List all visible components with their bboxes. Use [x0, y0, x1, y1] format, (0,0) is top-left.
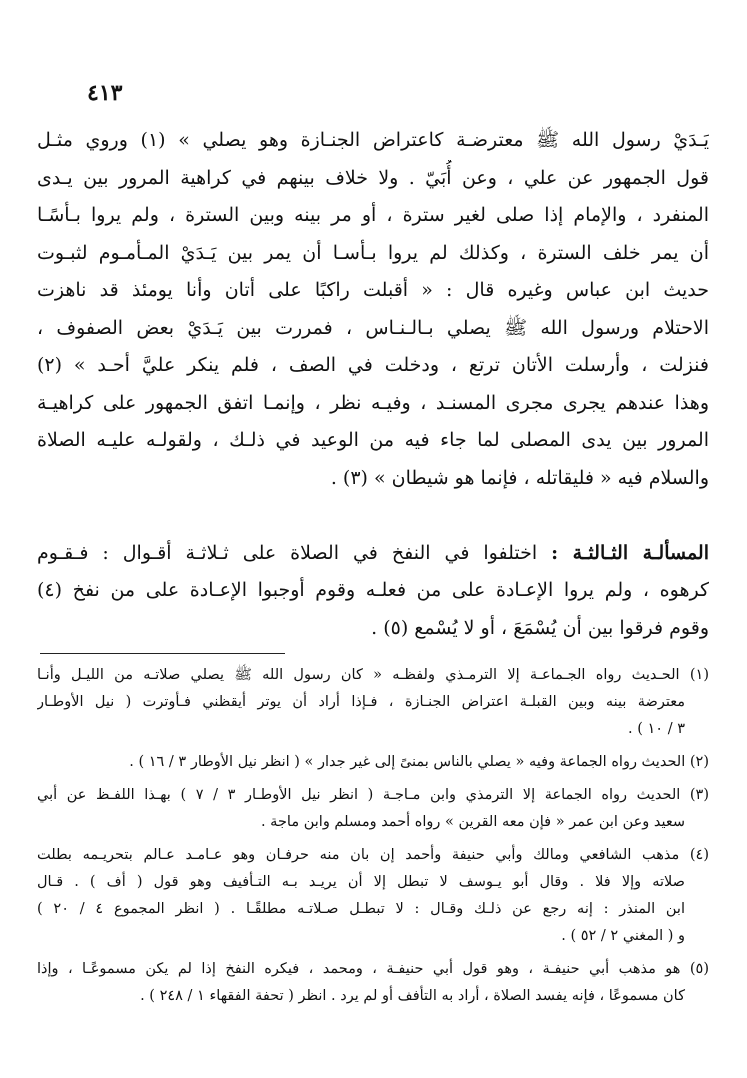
- main-text-line: يَـدَيْ رسول الله ﷺ معترضـة كاعتراض الجنـازة وهو يصلي » (١) وروي مثـل: [37, 129, 709, 151]
- main-text-block: [37, 122, 709, 647]
- main-text-line: فنزلت ، وأرسلت الأتان ترتع ، ودخلت في الصف ، فلم ينكر عليَّ أحـد » (٢): [37, 354, 709, 376]
- section-heading-rest: اختلفوا في النفخ في الصلاة على ثـلاثـة أقـوال : فـقـوم: [37, 541, 552, 564]
- main-text-line: الاحتلام ورسول الله ﷺ يصلي بـالـنـاس ، فمررت بين يَـدَيْ بعض الصفوف ،: [37, 316, 709, 339]
- footnote-4: [37, 842, 709, 950]
- main-text-line: حديث ابن عباس وغيره قال : « أقبلت راكبًا على أتان وأنا يومئذ قد ناهزت: [37, 279, 709, 301]
- main-text-line: المنفرد ، والإمام إذا صلى لغير سترة ، أو مر بينه وبين السترة ، ولم يروا بـأسًـا: [37, 204, 709, 226]
- footnote-line: ابن المنذر : إنه رجع عن ذلـك وقـال : لا تبطـل صـلاتـه مطلقًـا . ( انظر المجموع ٤ / ٢٠ ): [37, 901, 685, 917]
- footnote-line: (٤) مذهب الشافعي ومالك وأبي حنيفة وأحمد إن بان منه حرفـان وهو عـامـد عـالم بتحريـمه بطلت: [37, 847, 709, 863]
- footnote-3: [37, 782, 709, 836]
- footnote-divider: [40, 653, 285, 654]
- main-text-line: وهذا عندهم يجرى مجرى المسنـد ، وفيـه نظر ، وإنمـا اتفق الجمهور على كراهيـة: [37, 391, 709, 414]
- main-text-line: المرور بين يدى المصلى لما جاء فيه من الوعيد في ذلـك ، ولقولـه عليـه الصلاة: [37, 429, 709, 451]
- page-number: ٤١٣: [87, 80, 123, 106]
- main-text-line: قول الجمهور عن علي ، وعن أُبَيّ . ولا خلاف بينهم في كراهية المرور بين يـدى: [37, 166, 709, 189]
- main-text-line: أن يمر خلف السترة ، وكذلك لم يروا بـأسـا أن يمر بين يَـدَيْ المـأمـوم لثبـوت: [37, 241, 709, 264]
- section-heading-line: [37, 535, 709, 573]
- paragraph-gap: [37, 497, 709, 535]
- main-text-line: والسلام فيه « فليقاتله ، فإنما هو شيطان » (٣) .: [330, 466, 709, 489]
- main-text-line: كرهوه ، ولم يروا الإعـادة على من فعلـه وقوم أوجبوا الإعـادة على من نفخ (٤): [37, 579, 709, 601]
- footnote-line: و ( المغني ٢ / ٥٢ ) .: [561, 928, 685, 944]
- footnote-line: سعيد وعن ابن عمر « فإن معه القرين » رواه أحمد ومسلم وابن ماجة .: [260, 814, 685, 830]
- footnote-line: ٣ / ١٠ ) .: [628, 721, 685, 737]
- footnotes-block: [37, 662, 709, 1010]
- footnote-line: معترضة بينه وبين القبلـة اعتراض الجنـازة ، فـإذا أراد أن يوتر أيقظني فـأوترت ( نيل الأوطـار: [37, 694, 685, 710]
- footnote-line: كان مسموعًا ، فإنه يفسد الصلاة ، أراد به التأفف أو لم يرد . انظر ( تحفة الفقهاء ١ / ٢٤٨ ) .: [140, 988, 685, 1004]
- footnote-line: (٣) الحديث رواه الجماعة إلا الترمذي وابن مـاجـة ( انظر نيل الأوطـار ٣ / ٧ ) بهـذا اللفـظ عن أبي: [37, 787, 709, 803]
- footnote-5: [37, 956, 709, 1010]
- main-text-line: وقوم فرقوا بين أن يُسْمَعَ ، أو لا يُسْمع (٥) .: [371, 616, 709, 639]
- footnote-line: (٥) هو مذهب أبي حنيفـة ، وهو قول أبي حنيفـة ، ومحمد ، فيكره النفخ إذا لم يكن مسموعًـا ، وإذا: [37, 961, 709, 977]
- section-heading: المسألـة الثـالثـة :: [551, 541, 709, 564]
- footnote-line: (٢) الحديث رواه الجماعة وفيه « يصلي بالناس بمنىً إلى غير جدار » ( انظر نيل الأوطار ٣ / ١٦ ) .: [129, 754, 709, 770]
- footnote-1: [37, 662, 709, 743]
- footnote-2: [37, 749, 709, 776]
- footnote-line: (١) الحـديث رواه الجـماعـة إلا الترمـذي ولفظـه « كان رسول الله ﷺ يصلي صلاتـه من الليـل وأنـا: [37, 667, 709, 683]
- footnote-line: صلاته وإلا فلا . وقال أبو يـوسف لا تبطل إلا أن يريـد بـه التـأفيف وهو قول ( أف ) . قـال: [37, 874, 685, 890]
